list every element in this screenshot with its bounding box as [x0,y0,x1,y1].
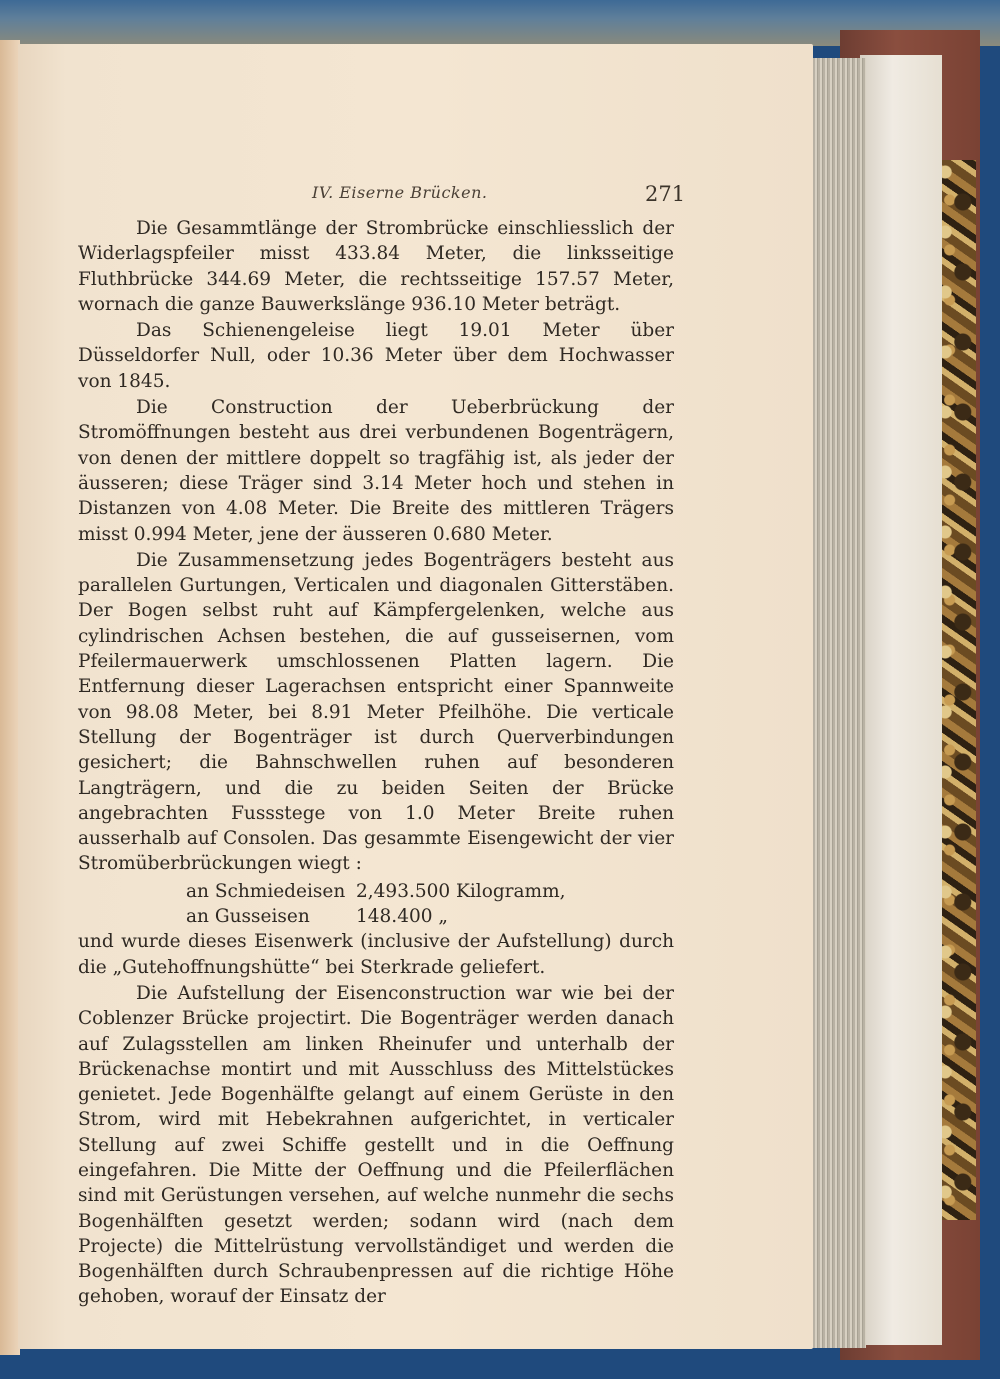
paragraph: Die Zusammensetzung jedes Bogenträgers besteht aus parallelen Gurtungen, Verticalen und diagonalen Gitterstäben. Der Bogen selbst ruht auf Kämpfergelenken, welche aus cylindrischen Achsen bestehen, die auf gusseisernen, vom Pfeilermauerwerk umschlossenen Platten lagern. Die Entfernung dieser Lagerachsen entspricht einer Spannweite von 98.08 Meter, bei 8.91 Meter Pfeilhöhe. Die verticale Stellung der Bogenträger ist durch Querverbindungen gesichert; die Bahnschwellen ruhen auf besonderen Langträgern, und die zu beiden Seiten der Brücke angebrachten Fussstege von 1.0 Meter Breite ruhen ausserhalb auf Consolen. Das gesammte Eisengewicht der vier Stromüberbrückungen wiegt : [78,549,674,875]
paragraph: Die Construction der Ueberbrückung der Stromöffnungen besteht aus drei verbundenen Bogenträgern, von denen der mittlere doppelt so tragfähig ist, als jeder der äusseren; diese Träger sind 3.14 Meter hoch und stehen in Distanzen von 4.08 Meter. Die Breite des mittleren Trägers misst 0.994 Meter, jene der äusseren 0.680 Meter. [78,397,674,545]
body-text [78,216,674,1310]
running-head: IV. Eiserne Brücken. [312,183,488,202]
list-item-label: an Schmiedeisen [186,880,346,902]
page-stack-edges [808,58,866,1348]
paragraph: Das Schienengeleise liegt 19.01 Meter über Düsseldorfer Null, oder 10.36 Meter über dem Hochwasser von 1845. [78,320,674,392]
list-item-value: 2,493.500 Kilogramm, [356,880,566,902]
list-item-label: an Gusseisen [186,906,310,928]
paragraph: und wurde dieses Eisenwerk (inclusive der Aufstellung) durch die „Gutehoffnungshütte“ bei Sterkrade geliefert. [78,931,674,978]
left-page-edge [0,40,20,1355]
list-item [78,904,674,929]
list-item-value: 148.400 „ [356,906,448,928]
list-item [78,879,674,904]
paragraph: Die Gesammtlänge der Strombrücke einschliesslich der Widerlagspfeiler misst 433.84 Meter, die linksseitige Fluthbrücke 344.69 Meter, die rechtsseitige 157.57 Meter, wornach die ganze Bauwerkslänge 936.10 Meter beträgt. [78,218,674,315]
page-edge-light [860,55,942,1345]
page-number: 271 [645,182,686,206]
paragraph: Die Aufstellung der Eisenconstruction war wie bei der Coblenzer Brücke projectirt. Die Bogenträger werden danach auf Zulagsstellen am linken Rheinufer und unterhalb der Brückenachse montirt und mit Ausschluss des Mittelstückes genietet. Jede Bogenhälfte gelangt auf einem Gerüste in den Strom, wird mit Hebekrahnen aufgerichtet, in verticaler Stellung auf zwei Schiffe gestellt und in die Oeffnung eingefahren. Die Mitte der Oeffnung und die Pfeilerflächen sind mit Gerüstungen versehen, auf welche nunmehr die sechs Bogenhälften gesetzt werden; sodann wird (nach dem Projecte) die Mittelrüstung vervollständiget und werden die Bogenhälften durch Schraubenpressen auf die richtige Höhe gehoben, worauf der Einsatz der [78,982,674,1308]
weight-list [78,879,674,930]
